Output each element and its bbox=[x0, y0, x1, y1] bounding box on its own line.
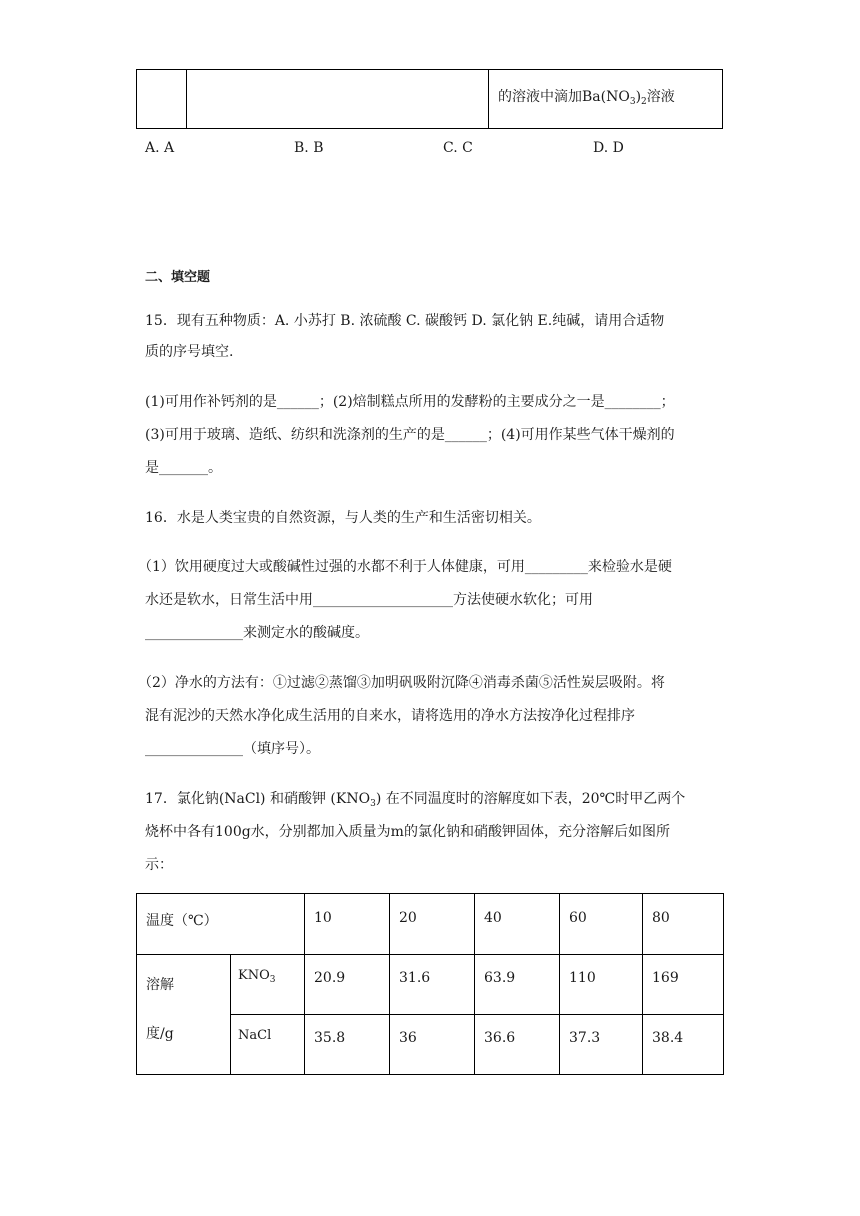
temperature-cell: 10 bbox=[314, 910, 332, 926]
kno3-value: 110 bbox=[569, 970, 596, 986]
q15-line-5: 是_______。 bbox=[145, 460, 222, 476]
q15-line-1: 15．现有五种物质：A. 小苏打 B. 浓硫酸 C. 碳酸钙 D. 氯化钠 E.纯碱，请用合适物 bbox=[145, 313, 665, 329]
q16-line-4: ______________来测定水的酸碱度。 bbox=[145, 625, 369, 641]
table-col-divider bbox=[642, 894, 643, 1074]
top-partial-table bbox=[136, 69, 723, 129]
solubility-table bbox=[136, 893, 724, 1075]
temperature-cell: 40 bbox=[484, 910, 502, 926]
q16-line-2: （1）饮用硬度过大或酸碱性过强的水都不利于人体健康，可用_________来检验水是硬 bbox=[138, 559, 672, 575]
temperature-cell: 20 bbox=[399, 910, 417, 926]
q16-line-5: （2）净水的方法有：①过滤②蒸馏③加明矾吸附沉降④消毒杀菌⑤活性炭层吸附。将 bbox=[138, 675, 665, 691]
temperature-cell: 80 bbox=[652, 910, 670, 926]
kno3-value: 169 bbox=[652, 970, 679, 986]
kno3-value: 63.9 bbox=[484, 970, 516, 986]
kno3-value: 31.6 bbox=[399, 970, 431, 986]
choice-a[interactable]: A. A bbox=[145, 140, 175, 156]
q15-line-3: (1)可用作补钙剂的是______；(2)焙制糕点所用的发酵粉的主要成分之一是________； bbox=[145, 394, 675, 410]
nacl-value: 36 bbox=[399, 1030, 417, 1046]
choice-d[interactable]: D. D bbox=[593, 140, 624, 156]
choice-c[interactable]: C. C bbox=[443, 140, 473, 156]
table-row-divider bbox=[137, 954, 723, 955]
solubility-label-line-2: 度/g bbox=[146, 1026, 174, 1042]
kno3-label: $KNO_3$ bbox=[238, 968, 276, 985]
q17-line-2: 烧杯中各有100g水，分别都加入质量为m的氯化钠和硝酸钾固体，充分溶解后如图所 bbox=[145, 824, 670, 840]
temperature-header: 温度（℃） bbox=[146, 913, 218, 929]
nacl-value: 36.6 bbox=[484, 1030, 516, 1046]
table-divider bbox=[186, 70, 187, 128]
choice-b[interactable]: B. B bbox=[294, 140, 324, 156]
nacl-value: 37.3 bbox=[569, 1030, 601, 1046]
q16-line-1: 16．水是人类宝贵的自然资源，与人类的生产和生活密切相关。 bbox=[145, 510, 541, 526]
kno3-value: 20.9 bbox=[314, 970, 346, 986]
table-col-divider bbox=[230, 954, 231, 1074]
section-title: 二、填空题 bbox=[145, 270, 211, 285]
q16-line-7: ______________（填序号）。 bbox=[145, 741, 320, 757]
nacl-value: 35.8 bbox=[314, 1030, 346, 1046]
nacl-label: NaCl bbox=[238, 1028, 272, 1043]
solubility-label-line-1: 溶解 bbox=[146, 977, 174, 993]
q16-line-3: 水还是软水，日常生活中用____________________方法使硬水软化；可用 bbox=[145, 592, 593, 608]
table-divider bbox=[488, 70, 489, 128]
temperature-cell: 60 bbox=[569, 910, 587, 926]
nacl-value: 38.4 bbox=[652, 1030, 684, 1046]
q16-line-6: 混有泥沙的天然水净化成生活用的自来水，请将选用的净水方法按净化过程排序 bbox=[145, 708, 635, 724]
table-col-divider bbox=[304, 894, 305, 1074]
table-cell-text: 的溶液中滴加$Ba(NO_3)_2$溶液 bbox=[498, 89, 675, 107]
table-col-divider bbox=[559, 894, 560, 1074]
q15-line-4: (3)可用于玻璃、造纸、纺织和洗涤剂的生产的是______；(4)可用作某些气体干燥剂的 bbox=[145, 427, 675, 443]
q15-line-2: 质的序号填空. bbox=[145, 344, 234, 360]
table-col-divider bbox=[389, 894, 390, 1074]
q17-line-1: 17．氯化钠(NaCl) 和硝酸钾 $(KNO_3)$ 在不同温度时的溶解度如下表，20℃时甲乙两个 bbox=[145, 791, 686, 809]
q17-line-3: 示： bbox=[145, 857, 173, 873]
table-col-divider bbox=[474, 894, 475, 1074]
